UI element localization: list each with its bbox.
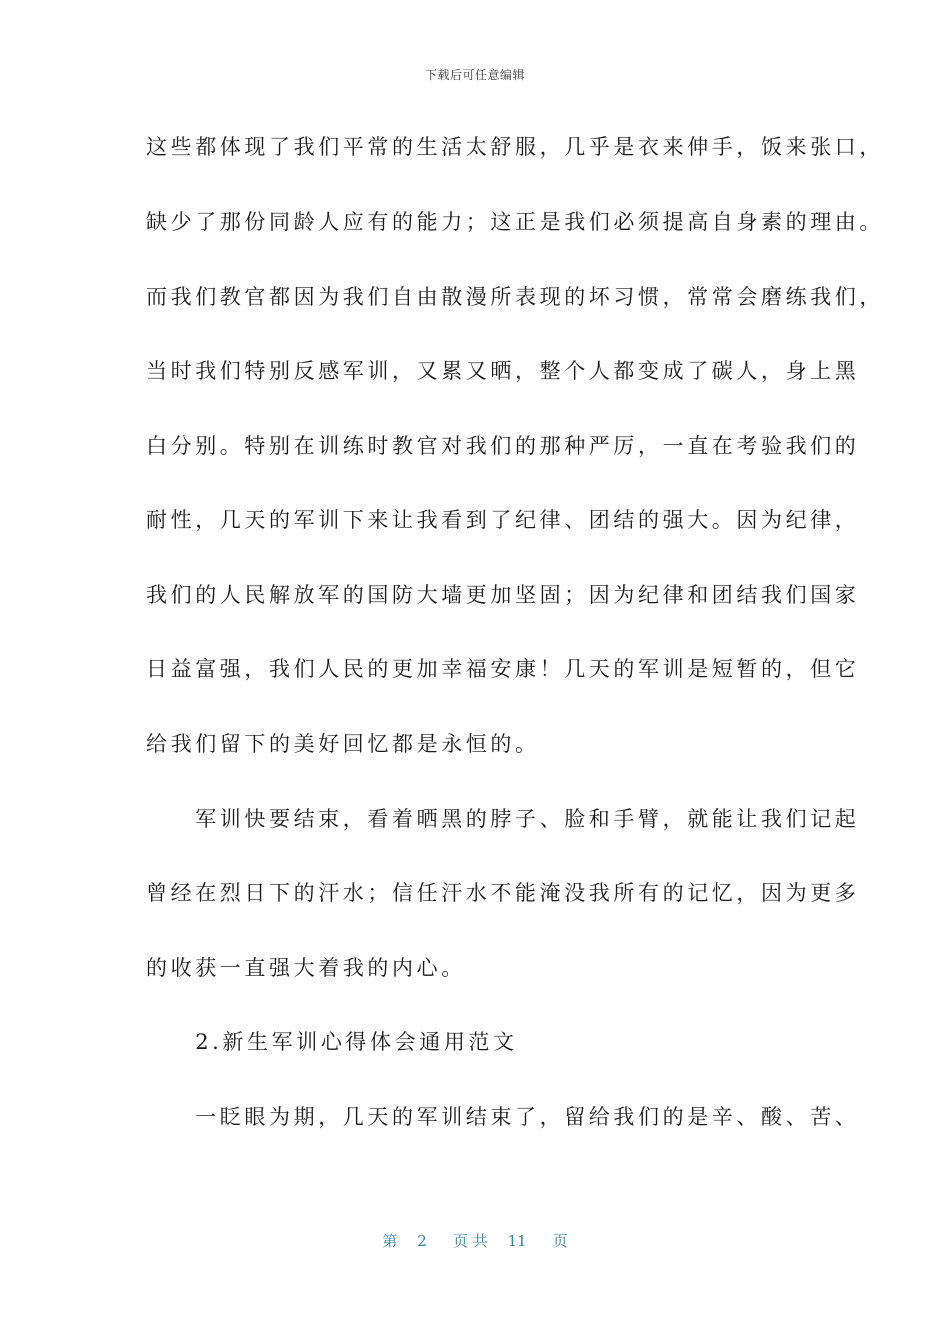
body-line-11: 曾经在烈日下的汗水；信任汗水不能淹没我所有的记忆，因为更多 — [146, 881, 860, 905]
body-line-1: 这些都体现了我们平常的生活太舒服，几乎是衣来伸手，饭来张口， — [146, 135, 884, 159]
footer-page-word: 第 — [382, 1232, 398, 1250]
body-line-8: 日益富强，我们人民的更加幸福安康！几天的军训是短暂的，但它 — [146, 657, 860, 681]
body-line-3: 而我们教官都因为我们自由散漫所表现的坏习惯，常常会磨练我们， — [146, 285, 884, 309]
footer-page-number: 2 — [417, 1232, 427, 1250]
page-footer — [0, 1230, 950, 1251]
body-line-5: 白分别。特别在训练时教官对我们的那种严厉，一直在考验我们的 — [146, 434, 860, 458]
body-line-2: 缺少了那份同龄人应有的能力；这正是我们必须提高自身素的理由。 — [146, 210, 884, 234]
body-line-6: 耐性，几天的军训下来让我看到了纪律、团结的强大。因为纪律， — [146, 508, 860, 532]
body-line-12: 的收获一直强大着我的内心。 — [146, 956, 466, 980]
body-line-4: 当时我们特别反感军训，又累又晒，整个人都变成了碳人，身上黑 — [146, 359, 860, 383]
footer-end-word: 页 — [552, 1232, 568, 1250]
body-line-7: 我们的人民解放军的国防大墙更加坚固；因为纪律和团结我们国家 — [146, 583, 860, 607]
section-heading: 2.新生军训心得体会通用范文 — [146, 1030, 518, 1054]
body-line-14: 一眨眼为期，几天的军训结束了，留给我们的是辛、酸、苦、 — [146, 1105, 860, 1129]
body-line-10: 军训快要结束，看着晒黑的脖子、脸和手臂，就能让我们记起 — [146, 807, 860, 831]
page-header: 下载后可任意编辑 — [424, 68, 525, 82]
footer-total-pages: 11 — [507, 1232, 527, 1250]
footer-of-word: 页 共 — [452, 1232, 488, 1250]
body-line-9: 给我们留下的美好回忆都是永恒的。 — [146, 732, 540, 756]
